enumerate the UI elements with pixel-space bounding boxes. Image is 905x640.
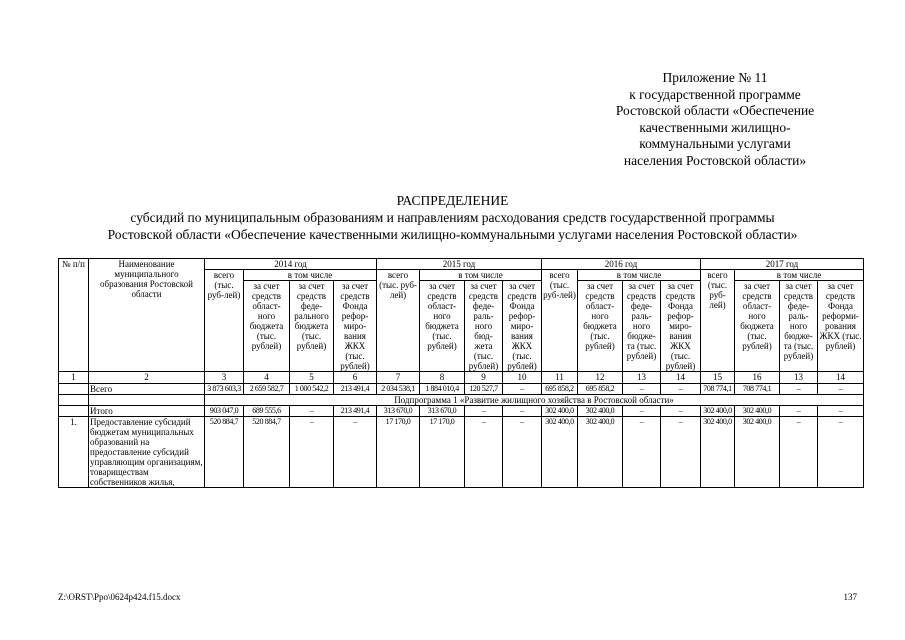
- cell-value: –: [780, 417, 818, 488]
- cell-value: –: [334, 417, 377, 488]
- cell-value: –: [818, 417, 864, 488]
- appendix-line: Ростовской области «Обеспечение: [615, 103, 815, 118]
- header-num: № п/п: [59, 259, 89, 372]
- col-num: 13: [780, 372, 818, 384]
- table-row-total: [59, 384, 864, 395]
- cell-value: 313 670,0: [377, 406, 420, 417]
- cell-value: –: [623, 417, 661, 488]
- cell-value: –: [661, 417, 701, 488]
- cell-value: 213 491,4: [334, 384, 377, 395]
- cell-value: –: [290, 406, 334, 417]
- col-num: 11: [542, 372, 578, 384]
- cell-value: 695 858,2: [578, 384, 623, 395]
- appendix-block: [585, 70, 845, 169]
- header-obl: за счет средств област-ного бюджета (тыс. рублей): [578, 281, 623, 372]
- header-obl: за счет средств област-ного бюджета (тыс. рублей): [420, 281, 465, 372]
- col-num: 10: [503, 372, 542, 384]
- table-row-itogo: [59, 406, 864, 417]
- col-num: 8: [420, 372, 465, 384]
- cell-value: 302 400,0: [578, 406, 623, 417]
- header-fed: за счет средств феде-раль-ного бюдже-та (тыс. рублей): [780, 281, 818, 372]
- cell-value: 3 873 603,3: [205, 384, 244, 395]
- cell-value: 2 659 582,7: [244, 384, 290, 395]
- header-year: 2017 год: [701, 259, 864, 270]
- header-fed: за счет средств феде-раль-ного бюд-жета (тыс. рублей): [465, 281, 503, 372]
- cell-value: 17 170,0: [377, 417, 420, 488]
- header-year: 2015 год: [377, 259, 542, 270]
- header-incl: в том числе: [244, 270, 377, 281]
- cell-value: –: [503, 406, 542, 417]
- col-num: 16: [735, 372, 780, 384]
- header-fund: за счет средств Фонда рефор-миро-вания ЖКХ (тыс. рублей): [334, 281, 377, 372]
- cell-value: –: [465, 417, 503, 488]
- column-number-row: [59, 372, 864, 384]
- cell-value: –: [661, 384, 701, 395]
- page-number: 137: [843, 592, 857, 602]
- header-fed: за счет средств феде-раль-ного бюдже-та (тыс. рублей): [623, 281, 661, 372]
- appendix-line: Приложение № 11: [662, 70, 768, 85]
- header-fund: за счет средств Фонда реформи-рования ЖКХ (тыс. рублей): [818, 281, 864, 372]
- header-incl: в том числе: [578, 270, 701, 281]
- cell-value: –: [780, 406, 818, 417]
- cell-value: 708 774,1: [735, 384, 780, 395]
- header-fed: за счет средств феде-рального бюджета (тыс. рублей): [290, 281, 334, 372]
- distribution-table: [58, 258, 864, 488]
- header-fund: за счет средств Фонда рефор-миро-вания ЖКХ (тыс. рублей): [503, 281, 542, 372]
- row-label: Предоставление субсидий бюджетам муниципальных образований на предоставление субсидий управляющим организациям, товариществам собственников жилья,: [90, 417, 203, 487]
- cell-value: 1 000 542,2: [290, 384, 334, 395]
- cell-value: –: [661, 406, 701, 417]
- col-num: 9: [465, 372, 503, 384]
- appendix-line: качественными жилищно-: [639, 119, 791, 135]
- appendix-line: к государственной программе: [629, 86, 801, 102]
- row-label: Всего: [89, 384, 205, 395]
- row-label: Итого: [89, 406, 205, 417]
- cell-value: –: [623, 406, 661, 417]
- cell-value: 695 858,2: [542, 384, 578, 395]
- header-incl: в том числе: [735, 270, 864, 281]
- cell-value: 520 884,7: [244, 417, 290, 488]
- header-name: Наименование муниципального образования Ростовской области: [89, 259, 205, 372]
- col-num: 14: [818, 372, 864, 384]
- header-year: 2014 год: [205, 259, 377, 270]
- document-title: [30, 192, 875, 243]
- col-num: 4: [244, 372, 290, 384]
- table-row-subprogram: [59, 395, 864, 406]
- cell-value: 520 884,7: [205, 417, 244, 488]
- col-num: 2: [89, 372, 205, 384]
- header-total: всего (тыс. руб-лей): [542, 270, 578, 372]
- cell-value: –: [503, 417, 542, 488]
- cell-value: –: [290, 417, 334, 488]
- cell-value: –: [503, 384, 542, 395]
- cell-value: 302 400,0: [701, 417, 735, 488]
- col-num: 1: [59, 372, 89, 384]
- header-total: всего (тыс. руб-лей): [377, 270, 420, 372]
- cell-value: 689 555,6: [244, 406, 290, 417]
- row-number: 1.: [59, 417, 89, 488]
- header-obl: за счет средств област-ного бюджета (тыс. рублей): [735, 281, 780, 372]
- cell-value: 120 527,7: [465, 384, 503, 395]
- col-num: 13: [623, 372, 661, 384]
- cell-value: 903 047,0: [205, 406, 244, 417]
- header-total: всего (тыс. руб-лей): [205, 270, 244, 372]
- cell-value: 302 400,0: [735, 417, 780, 488]
- header-obl: за счет средств област-ного бюджета (тыс. рублей): [244, 281, 290, 372]
- cell-value: –: [465, 406, 503, 417]
- col-num: 12: [578, 372, 623, 384]
- header-year: 2016 год: [542, 259, 701, 270]
- cell-value: 302 400,0: [578, 417, 623, 488]
- file-path: Z:\ORST\Ppo\0624p424.f15.docx: [58, 592, 181, 602]
- cell-value: –: [623, 384, 661, 395]
- header-total: всего (тыс. руб-лей): [701, 270, 735, 372]
- subprogram-title: Подпрограмма 1 «Развитие жилищного хозяйства в Ростовской области»: [205, 395, 864, 406]
- cell-value: –: [818, 406, 864, 417]
- cell-value: 302 400,0: [701, 406, 735, 417]
- cell-value: 213 491,4: [334, 406, 377, 417]
- col-num: 6: [334, 372, 377, 384]
- cell-value: 302 400,0: [735, 406, 780, 417]
- cell-value: 2 034 538,1: [377, 384, 420, 395]
- col-num: 3: [205, 372, 244, 384]
- title-heading: РАСПРЕДЕЛЕНИЕ: [396, 193, 509, 208]
- header-row-years: [59, 259, 864, 270]
- cell-value: 1 884 010,4: [420, 384, 465, 395]
- appendix-line: коммунальными услугами: [639, 136, 791, 151]
- cell-value: 302 400,0: [542, 417, 578, 488]
- cell-value: 313 670,0: [420, 406, 465, 417]
- cell-value: –: [818, 384, 864, 395]
- appendix-line: населения Ростовской области»: [623, 152, 807, 168]
- title-line-2: Ростовской области «Обеспечение качественными жилищно-коммунальными услугами населения Ростовской области»: [107, 227, 798, 242]
- col-num: 14: [661, 372, 701, 384]
- header-fund: за счет средств Фонда рефор-миро-вания ЖКХ (тыс. рублей): [661, 281, 701, 372]
- col-num: 5: [290, 372, 334, 384]
- header-incl: в том числе: [420, 270, 542, 281]
- cell-value: 302 400,0: [542, 406, 578, 417]
- cell-value: 708 774,1: [701, 384, 735, 395]
- col-num: 7: [377, 372, 420, 384]
- cell-value: 17 170,0: [420, 417, 465, 488]
- col-num: 15: [701, 372, 735, 384]
- cell-value: –: [780, 384, 818, 395]
- table-row-1: [59, 417, 864, 488]
- title-line-1: субсидий по муниципальным образованиям и направлениям расходования средств государственной программы: [130, 210, 775, 225]
